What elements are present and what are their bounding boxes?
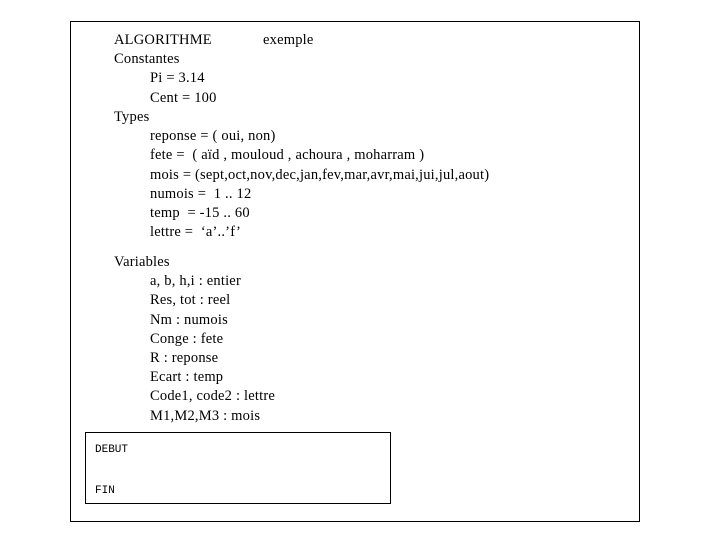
variable-item: a, b, h,i : entier: [150, 273, 241, 289]
types-heading: Types: [114, 109, 150, 125]
algorithm-body-box: [85, 432, 391, 504]
variable-item: R : reponse: [150, 350, 219, 366]
type-item: reponse = ( oui, non): [150, 128, 276, 144]
variable-item: Res, tot : reel: [150, 292, 231, 308]
type-item: mois = (sept,oct,nov,dec,jan,fev,mar,avr,mai,jui,jul,aout): [150, 167, 490, 183]
variable-item: Conge : fete: [150, 331, 224, 347]
algorithm-keyword: ALGORITHME: [114, 32, 212, 48]
variable-item: M1,M2,M3 : mois: [150, 408, 261, 424]
type-item: fete = ( aïd , mouloud , achoura , moharram ): [150, 147, 425, 163]
fin-keyword: FIN: [95, 485, 115, 497]
debut-keyword: DEBUT: [95, 444, 129, 456]
constant-item: Pi = 3.14: [150, 70, 205, 86]
type-item: numois = 1 .. 12: [150, 186, 252, 202]
variable-item: Nm : numois: [150, 312, 228, 328]
type-item: lettre = ‘a’..’f’: [150, 224, 242, 240]
variable-item: Ecart : temp: [150, 369, 224, 385]
type-item: temp = -15 .. 60: [150, 205, 250, 221]
constantes-heading: Constantes: [114, 51, 180, 67]
constant-item: Cent = 100: [150, 90, 217, 106]
variable-item: Code1, code2 : lettre: [150, 388, 275, 404]
variables-heading: Variables: [114, 254, 170, 270]
algorithm-name: exemple: [263, 32, 314, 48]
